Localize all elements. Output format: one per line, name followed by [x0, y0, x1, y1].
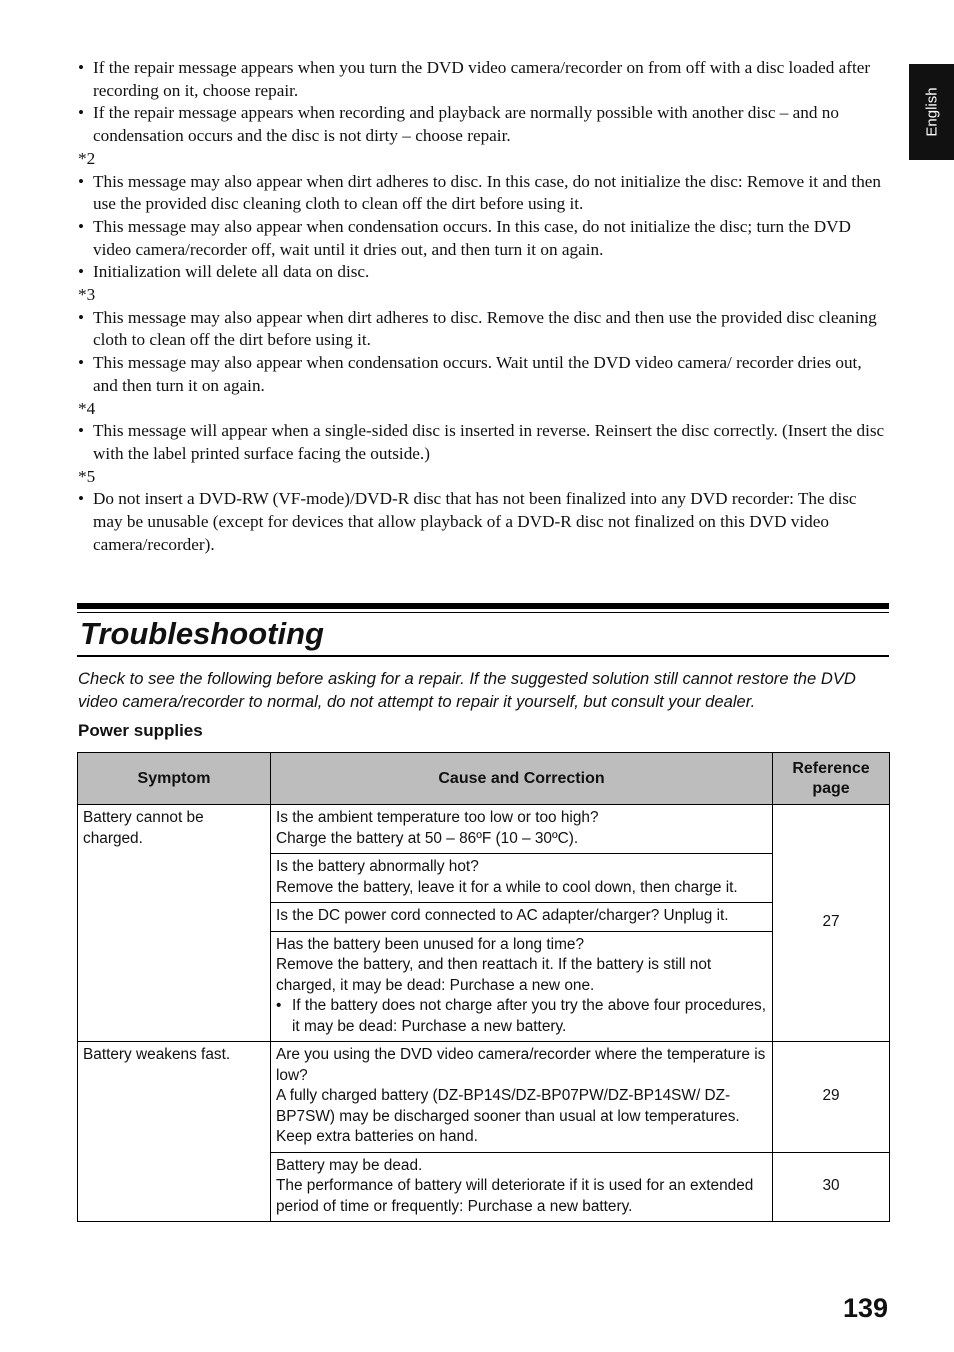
reference-cell: 27 — [773, 805, 890, 1042]
cause-cell — [271, 805, 773, 854]
cause-line: A fully charged battery (DZ-BP14S/DZ-BP07PW/DZ-BP14SW/ DZ-BP7SW) may be discharged sooner than usual at low temperatures. Keep extra batteries on hand. — [276, 1087, 740, 1145]
table-row — [78, 805, 890, 854]
cause-line: Is the battery abnormally hot? — [276, 858, 479, 875]
cause-cell — [271, 903, 773, 932]
intro-text: Check to see the following before asking for a repair. If the suggested solution still cannot restore the DVD video camera/recorder to normal, do not attempt to repair it yourself, but consult your dealer. — [78, 669, 856, 711]
language-tab-label: English — [923, 87, 940, 137]
reference-cell: 30 — [773, 1152, 890, 1222]
note-bullet: • This message may also appear when dirt adheres to disc. Remove the disc and then use the provided disc cleaning cloth to clean off the dirt before using it. — [78, 307, 888, 352]
cause-cell — [271, 1042, 773, 1153]
language-tab — [909, 64, 954, 160]
cause-line: Remove the battery, leave it for a while to cool down, then charge it. — [276, 878, 738, 896]
note-bullet: • This message may also appear when condensation occurs. In this case, do not initialize the disc; turn the DVD video camera/recorder off, wait until it dries out, and then turn it on again. — [78, 216, 888, 261]
subsection-title: Power supplies — [78, 721, 203, 740]
cause-line: Are you using the DVD video camera/recorder where the temperature is low? — [276, 1046, 766, 1084]
cause-cell — [271, 854, 773, 903]
reference-cell: 29 — [773, 1042, 890, 1153]
cause-line: Remove the battery, and then reattach it. If the battery is still not charged, it may be dead: Purchase a new one. — [276, 956, 712, 994]
note-bullet: • If the repair message appears when you turn the DVD video camera/recorder on from off with a disc loaded after recording on it, choose repair. — [78, 57, 888, 102]
table-header-row — [78, 753, 890, 805]
cause-cell — [271, 931, 773, 1042]
troubleshooting-table — [77, 752, 890, 1222]
title-rule-thin — [77, 612, 889, 613]
cause-line: Is the ambient temperature too low or too high? — [276, 809, 599, 826]
note-bullet: • Do not insert a DVD-RW (VF-mode)/DVD-R disc that has not been finalized into any DVD recorder: The disc may be unusable (except for devices that allow playback of a DVD-R disc not finalized on this DVD video camera/recorder). — [78, 488, 888, 556]
cause-bullet: • If the battery does not charge after you try the above four procedures, it may be dead: Purchase a new battery. — [276, 996, 767, 1037]
header-cause: Cause and Correction — [271, 753, 773, 805]
note-bullet: • This message may also appear when dirt adheres to disc. In this case, do not initialize the disc: Remove it and then use the provided disc cleaning cloth to clean off the dirt before using it. — [78, 171, 888, 216]
title-rule-thick — [77, 603, 889, 609]
note-bullet: • This message will appear when a single-sided disc is inserted in reverse. Reinsert the disc correctly. (Insert the disc with the label printed surface facing the outside.) — [78, 420, 888, 465]
cause-line: Has the battery been unused for a long time? — [276, 935, 585, 953]
note-bullet: • If the repair message appears when recording and playback are normally possible with another disc – and no condensation occurs and the disc is not dirty – choose repair. — [78, 102, 888, 147]
cause-cell — [271, 1152, 773, 1222]
note-bullet: • This message may also appear when condensation occurs. Wait until the DVD video camera/ recorder dries out, and then turn it on again. — [78, 352, 888, 397]
footnotes — [78, 57, 888, 556]
note-bullet: • Initialization will delete all data on disc. — [78, 261, 888, 284]
title-rule-bottom — [77, 655, 889, 657]
note-mark: *3 — [78, 285, 96, 305]
table-row — [78, 1042, 890, 1153]
header-reference: Reference page — [773, 753, 890, 805]
symptom-cell: Battery weakens fast. — [78, 1042, 271, 1222]
note-mark: *4 — [78, 398, 96, 418]
header-symptom: Symptom — [78, 753, 271, 805]
note-mark: *5 — [78, 466, 96, 486]
cause-line: The performance of battery will deteriorate if it is used for an extended period of time or frequently: Purchase a new battery. — [276, 1177, 754, 1215]
cause-line: Is the DC power cord connected to AC adapter/charger? Unplug it. — [276, 907, 729, 924]
cause-line: Battery may be dead. — [276, 1156, 423, 1174]
symptom-cell: Battery cannot be charged. — [78, 805, 271, 1042]
page-number: 139 — [842, 1293, 888, 1323]
cause-line: Charge the battery at 50 – 86ºF (10 – 30ºC). — [276, 829, 579, 847]
section-title: Troubleshooting — [80, 616, 324, 651]
note-mark: *2 — [78, 148, 96, 168]
